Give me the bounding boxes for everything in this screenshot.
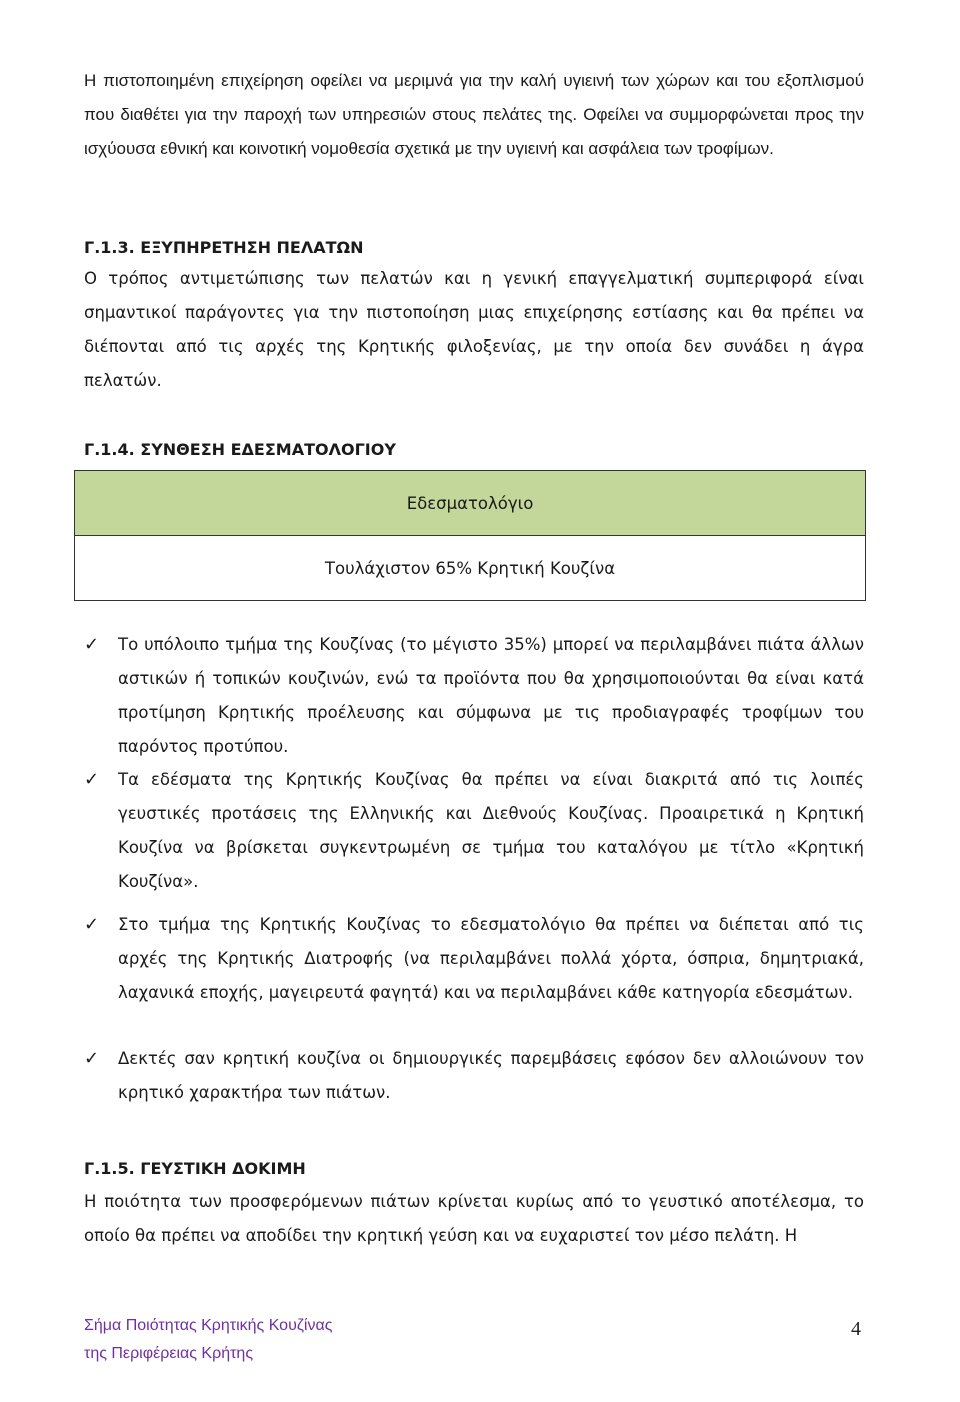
check-icon: ✓ — [84, 769, 100, 790]
bullet-text: Το υπόλοιπο τμήμα της Κουζίνας (το μέγιστο 35%) μπορεί να περιλαμβάνει πιάτα άλλων αστικών ή τοπικών κουζινών, ενώ τα προϊόντα που θα χρησιμοποιούνται θα είναι κατά προτίμηση Κρητικής προέλευσης και σύμφωνα με τις προδιαγραφές τροφίμων του παρόντος προτύπου. — [118, 635, 864, 756]
bullet-text: Δεκτές σαν κρητική κουζίνα οι δημιουργικές παρεμβάσεις εφόσον δεν αλλοιώνουν τον κρητικό χαρακτήρα των πιάτων. — [118, 1049, 864, 1102]
tasting-paragraph: Η ποιότητα των προσφερόμενων πιάτων κρίνεται κυρίως από το γευστικό αποτέλεσμα, το οποίο θα πρέπει να αποδίδει την κρητική γεύση και να ευχαριστεί τον μέσο πελάτη. Η — [84, 1192, 864, 1245]
check-icon: ✓ — [84, 634, 100, 655]
check-icon: ✓ — [84, 914, 100, 935]
bullet-text: Στο τμήμα της Κρητικής Κουζίνας το εδεσματολόγιο θα πρέπει να διέπεται από τις αρχές της Κρητικής Διατροφής (να περιλαμβάνει πολλά χόρτα, όσπρια, δημητριακά, λαχανικά εποχής, μαγειρευτά φαγητά) και να περιλαμβάνει κάθε κατηγορία εδεσμάτων. — [118, 915, 864, 1002]
section-heading-menu: Γ.1.4. ΣΥΝΘΕΣΗ ΕΔΕΣΜΑΤΟΛΟΓΙΟΥ — [84, 440, 396, 459]
section-heading-tasting: Γ.1.5. ΓΕΥΣΤΙΚΗ ΔΟΚΙΜΗ — [84, 1159, 306, 1178]
footer-title: Σήμα Ποιότητας Κρητικής Κουζίνας — [84, 1317, 333, 1334]
service-paragraph: Ο τρόπος αντιμετώπισης των πελατών και η γενική επαγγελματική συμπεριφορά είναι σημαντικοί παράγοντες για την πιστοποίηση μιας επιχείρησης εστίασης και θα πρέπει να διέπονται από τις αρχές της Κρητικής φιλοξενίας, με την οποία δεν συνάδει η άγρα πελατών. — [84, 269, 864, 390]
list-item — [84, 628, 864, 764]
section-heading-service: Γ.1.3. ΕΞΥΠΗΡΕΤΗΣΗ ΠΕΛΑΤΩΝ — [84, 238, 364, 257]
intro-paragraph: Η πιστοποιημένη επιχείρηση οφείλει να μεριμνά για την καλή υγιεινή των χώρων και του εξοπλισμού που διαθέτει για την παροχή των υπηρεσιών στους πελάτες της. Οφείλει να συμμορφώνεται προς την ισχύουσα εθνική και κοινοτική νομοθεσία σχετικά με την υγιεινή και ασφάλεια των τροφίμων. — [84, 71, 864, 158]
page-number: 4 — [851, 1318, 861, 1340]
check-icon: ✓ — [84, 1048, 100, 1069]
table-body-cell: Τουλάχιστον 65% Κρητική Κουζίνα — [324, 558, 616, 578]
footer-subtitle: της Περιφέρειας Κρήτης — [84, 1345, 254, 1362]
menu-composition-table — [74, 470, 866, 601]
list-item — [84, 763, 864, 899]
table-header-cell: Εδεσματολόγιο — [75, 471, 865, 536]
list-item — [84, 1042, 864, 1110]
bullet-text: Τα εδέσματα της Κρητικής Κουζίνας θα πρέπει να είναι διακριτά από τις λοιπές γευστικές προτάσεις της Ελληνικής και Διεθνούς Κουζίνας. Προαιρετικά η Κρητική Κουζίνα να βρίσκεται συγκεντρωμένη σε τμήμα του καταλόγου με τίτλο «Κρητική Κουζίνα». — [118, 770, 864, 891]
list-item — [84, 908, 864, 1010]
